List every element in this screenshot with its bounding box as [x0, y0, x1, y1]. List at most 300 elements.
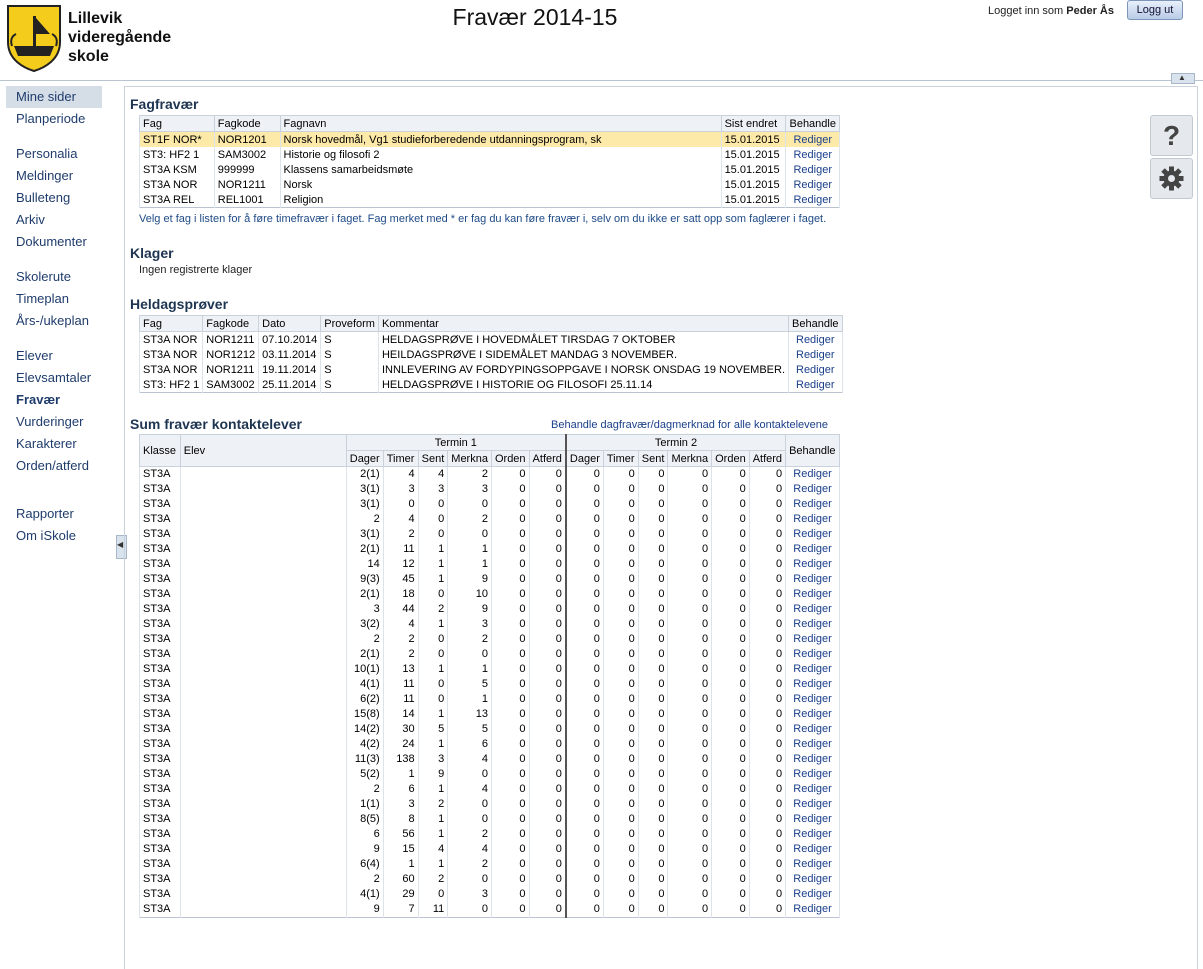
klasse-cell: ST3A: [140, 797, 181, 812]
column-header: Kommentar: [378, 316, 788, 332]
termin2-cell: 0: [566, 527, 603, 542]
termin1-cell: 8: [383, 812, 418, 827]
termin2-cell: 0: [638, 632, 668, 647]
subcolumn-header: Timer: [383, 451, 418, 467]
termin1-cell: 0: [491, 857, 529, 872]
rediger-link[interactable]: Rediger: [786, 707, 840, 722]
termin1-cell: 2: [448, 857, 492, 872]
termin2-cell: 0: [712, 632, 750, 647]
termin2-cell: 0: [712, 647, 750, 662]
sidebar-item-vurderinger[interactable]: Vurderinger: [16, 414, 84, 429]
termin2-cell: 0: [638, 662, 668, 677]
table-row: [140, 512, 840, 527]
termin2-cell: 0: [566, 482, 603, 497]
termin1-cell: 14(2): [346, 722, 383, 737]
rediger-link[interactable]: Rediger: [786, 572, 840, 587]
termin1-cell: 1: [418, 572, 448, 587]
termin1-cell: 4(1): [346, 887, 383, 902]
termin1-cell: 0: [491, 587, 529, 602]
termin2-cell: 0: [668, 587, 712, 602]
table-row: [140, 482, 840, 497]
table-row: [140, 602, 840, 617]
termin1-cell: 3: [418, 752, 448, 767]
rediger-link[interactable]: Rediger: [786, 752, 840, 767]
table-row: [140, 332, 843, 348]
help-button[interactable]: [1150, 115, 1193, 156]
table-row[interactable]: [140, 147, 840, 162]
table-cell: 15.01.2015: [721, 192, 786, 208]
termin2-cell: 0: [603, 497, 638, 512]
elev-cell: [180, 542, 346, 557]
termin1-cell: 138: [383, 752, 418, 767]
sidebar-item-fravaer[interactable]: Fravær: [16, 392, 61, 407]
termin2-cell: 0: [668, 527, 712, 542]
rediger-link[interactable]: Rediger: [786, 162, 840, 177]
termin1-cell: 0: [491, 887, 529, 902]
termin1-cell: 0: [418, 497, 448, 512]
termin2-cell: 0: [603, 617, 638, 632]
termin2-cell: 0: [668, 887, 712, 902]
table-cell: HELDAGSPRØVE I HOVEDMÅLET TIRSDAG 7 OKTOBER: [378, 332, 788, 348]
rediger-link[interactable]: Rediger: [786, 887, 840, 902]
rediger-link[interactable]: Rediger: [786, 872, 840, 887]
termin2-cell: 0: [603, 482, 638, 497]
termin2-cell: 0: [668, 497, 712, 512]
termin2-cell: 0: [603, 677, 638, 692]
termin2-cell: 0: [566, 782, 603, 797]
table-row[interactable]: [140, 132, 840, 148]
column-header: Sist endret: [721, 116, 786, 132]
termin2-cell: 0: [668, 512, 712, 527]
termin1-cell: 0: [529, 482, 566, 497]
elev-cell: [180, 752, 346, 767]
sidebar-item-elever[interactable]: Elever: [16, 348, 53, 363]
termin2-cell: 0: [749, 572, 785, 587]
column-header: Klasse: [140, 435, 181, 467]
termin2-cell: 0: [668, 467, 712, 483]
termin1-cell: 0: [491, 497, 529, 512]
termin1-cell: 11: [418, 902, 448, 918]
termin1-cell: 0: [529, 542, 566, 557]
termin1-cell: 4: [383, 617, 418, 632]
rediger-link[interactable]: Rediger: [786, 467, 840, 483]
elev-cell: [180, 827, 346, 842]
table-row: [140, 902, 840, 918]
termin1-cell: 3: [346, 602, 383, 617]
termin1-cell: 9(3): [346, 572, 383, 587]
rediger-link[interactable]: Rediger: [786, 737, 840, 752]
rediger-link[interactable]: Rediger: [789, 332, 843, 348]
termin2-cell: 0: [668, 902, 712, 918]
rediger-link[interactable]: Rediger: [786, 842, 840, 857]
table-row: [140, 347, 843, 362]
section-title-heldagsprover: Heldagsprøver: [130, 296, 229, 312]
rediger-link[interactable]: Rediger: [786, 497, 840, 512]
termin1-cell: 11(3): [346, 752, 383, 767]
table-row: [140, 812, 840, 827]
termin1-cell: 0: [448, 647, 492, 662]
termin1-cell: 0: [491, 647, 529, 662]
termin2-cell: 0: [712, 677, 750, 692]
sidebar-item-personalia[interactable]: Personalia: [16, 146, 78, 161]
termin1-cell: 4: [383, 512, 418, 527]
subcolumn-header: Orden: [712, 451, 750, 467]
sidebar-item-ars-ukeplan[interactable]: Års-/ukeplan: [16, 313, 89, 328]
termin1-cell: 6: [346, 827, 383, 842]
termin1-cell: 4(2): [346, 737, 383, 752]
termin1-cell: 4: [418, 467, 448, 483]
table-cell: 15.01.2015: [721, 147, 786, 162]
rediger-link[interactable]: Rediger: [786, 902, 840, 918]
termin1-cell: 4: [448, 752, 492, 767]
termin1-cell: 0: [529, 647, 566, 662]
termin2-header: Termin 2: [566, 435, 786, 451]
logout-button[interactable]: Logg ut: [1127, 0, 1183, 20]
sidebar-item-dokumenter[interactable]: Dokumenter: [16, 234, 87, 249]
termin1-cell: 0: [491, 812, 529, 827]
collapse-header-button[interactable]: [1171, 73, 1195, 84]
termin1-cell: 0: [491, 467, 529, 483]
column-header: Dato: [259, 316, 321, 332]
rediger-link[interactable]: Rediger: [786, 192, 840, 208]
termin2-cell: 0: [668, 632, 712, 647]
termin2-cell: 0: [603, 647, 638, 662]
termin1-cell: 0: [529, 752, 566, 767]
table-cell: 15.01.2015: [721, 132, 786, 148]
termin1-cell: 0: [491, 602, 529, 617]
termin1-cell: 0: [529, 767, 566, 782]
termin1-cell: 5: [448, 677, 492, 692]
rediger-link[interactable]: Rediger: [786, 647, 840, 662]
table-header-row: [140, 116, 840, 132]
klasse-cell: ST3A: [140, 527, 181, 542]
sidebar-item-planperiode[interactable]: Planperiode: [16, 111, 86, 126]
klasse-cell: ST3A: [140, 857, 181, 872]
elev-cell: [180, 812, 346, 827]
termin2-cell: 0: [566, 737, 603, 752]
table-cell: 19.11.2014: [259, 362, 321, 377]
termin1-cell: 2: [448, 827, 492, 842]
elev-cell: [180, 677, 346, 692]
termin1-cell: 9: [448, 602, 492, 617]
termin1-cell: 0: [529, 707, 566, 722]
settings-button[interactable]: [1150, 158, 1193, 199]
rediger-link[interactable]: Rediger: [786, 827, 840, 842]
rediger-link[interactable]: Rediger: [786, 617, 840, 632]
termin2-cell: 0: [668, 767, 712, 782]
table-row: [140, 827, 840, 842]
elev-cell: [180, 857, 346, 872]
termin1-cell: 0: [491, 572, 529, 587]
rediger-link[interactable]: Rediger: [786, 512, 840, 527]
rediger-link[interactable]: Rediger: [786, 812, 840, 827]
termin1-cell: 15(8): [346, 707, 383, 722]
termin2-cell: 0: [603, 767, 638, 782]
termin2-cell: 0: [712, 767, 750, 782]
termin2-cell: 0: [668, 782, 712, 797]
rediger-link[interactable]: Rediger: [789, 347, 843, 362]
table-row: [140, 377, 843, 393]
termin2-cell: 0: [638, 467, 668, 483]
column-header: Behandle: [789, 316, 843, 332]
elev-cell: [180, 527, 346, 542]
table-cell: NOR1212: [203, 347, 259, 362]
termin1-cell: 9: [346, 902, 383, 918]
termin2-cell: 0: [603, 737, 638, 752]
termin1-cell: 1: [418, 707, 448, 722]
rediger-link[interactable]: Rediger: [786, 132, 840, 148]
termin2-cell: 0: [566, 512, 603, 527]
rediger-link[interactable]: Rediger: [789, 377, 843, 393]
termin1-cell: 11: [383, 677, 418, 692]
subcolumn-header: Merkna: [448, 451, 492, 467]
termin1-cell: 1: [383, 767, 418, 782]
termin1-cell: 0: [491, 527, 529, 542]
termin2-cell: 0: [603, 812, 638, 827]
termin2-cell: 0: [749, 512, 785, 527]
termin1-cell: 12: [383, 557, 418, 572]
termin2-cell: 0: [638, 617, 668, 632]
termin2-cell: 0: [668, 812, 712, 827]
termin1-cell: 3: [418, 482, 448, 497]
termin2-cell: 0: [749, 617, 785, 632]
termin1-cell: 2: [383, 647, 418, 662]
elev-cell: [180, 587, 346, 602]
table-cell: HEILDAGSPRØVE I SIDEMÅLET MANDAG 3 NOVEMBER.: [378, 347, 788, 362]
rediger-link[interactable]: Rediger: [786, 542, 840, 557]
subcolumn-header: Sent: [418, 451, 448, 467]
elev-cell: [180, 872, 346, 887]
termin1-cell: 0: [529, 782, 566, 797]
sidebar-item-skolerute[interactable]: Skolerute: [16, 269, 71, 284]
termin2-cell: 0: [603, 902, 638, 918]
sidebar-item-bulleteng[interactable]: Bulleteng: [16, 190, 71, 205]
table-cell: Historie og filosofi 2: [280, 147, 721, 162]
rediger-link[interactable]: Rediger: [789, 362, 843, 377]
table-cell: ST3: HF2 1: [140, 147, 215, 162]
termin1-cell: 0: [529, 692, 566, 707]
termin1-cell: 4: [383, 467, 418, 483]
rediger-link[interactable]: Rediger: [786, 797, 840, 812]
section-title-sum-fravaer: Sum fravær kontaktelever: [130, 416, 302, 432]
termin2-cell: 0: [668, 842, 712, 857]
sidebar-item-elevsamtaler[interactable]: Elevsamtaler: [16, 370, 92, 385]
klasse-cell: ST3A: [140, 902, 181, 918]
klasse-cell: ST3A: [140, 812, 181, 827]
termin1-cell: 3(1): [346, 482, 383, 497]
klasse-cell: ST3A: [140, 602, 181, 617]
subcolumn-header: Orden: [491, 451, 529, 467]
rediger-link[interactable]: Rediger: [786, 482, 840, 497]
termin2-cell: 0: [566, 677, 603, 692]
termin1-cell: 11: [383, 542, 418, 557]
sidebar-item-timeplan[interactable]: Timeplan: [16, 291, 69, 306]
rediger-link[interactable]: Rediger: [786, 632, 840, 647]
termin1-cell: 8(5): [346, 812, 383, 827]
elev-cell: [180, 632, 346, 647]
section-title-fagfravaer: Fagfravær: [130, 96, 199, 112]
elev-cell: [180, 602, 346, 617]
rediger-link[interactable]: Rediger: [786, 767, 840, 782]
termin1-cell: 0: [491, 782, 529, 797]
table-row[interactable]: [140, 177, 840, 192]
termin1-cell: 2: [448, 632, 492, 647]
chevron-left-icon: ◀: [117, 540, 124, 549]
table-row[interactable]: [140, 162, 840, 177]
elev-cell: [180, 557, 346, 572]
termin2-cell: 0: [712, 587, 750, 602]
table-cell: S: [321, 362, 379, 377]
termin2-cell: 0: [638, 857, 668, 872]
rediger-link[interactable]: Rediger: [786, 557, 840, 572]
table-header-row: [140, 316, 843, 332]
rediger-link[interactable]: Rediger: [786, 147, 840, 162]
termin2-cell: 0: [712, 827, 750, 842]
termin2-cell: 0: [638, 512, 668, 527]
table-cell: 25.11.2014: [259, 377, 321, 393]
rediger-link[interactable]: Rediger: [786, 857, 840, 872]
termin1-cell: 1: [418, 662, 448, 677]
termin2-cell: 0: [668, 662, 712, 677]
table-row: [140, 467, 840, 483]
table-row: [140, 662, 840, 677]
table-cell: NOR1211: [203, 332, 259, 348]
behandle-dagfravaer-link[interactable]: Behandle dagfravær/dagmerknad for alle kontaktelevene: [551, 419, 829, 431]
termin2-cell: 0: [668, 737, 712, 752]
user-name: Peder Ås: [1066, 5, 1114, 17]
sidebar-item-om-iskole[interactable]: Om iSkole: [16, 528, 76, 543]
column-header: Behandle: [786, 116, 840, 132]
rediger-link[interactable]: Rediger: [786, 177, 840, 192]
termin1-cell: 6(2): [346, 692, 383, 707]
termin1-cell: 1: [448, 692, 492, 707]
termin2-cell: 0: [712, 512, 750, 527]
termin1-cell: 2: [346, 632, 383, 647]
termin1-cell: 29: [383, 887, 418, 902]
termin2-cell: 0: [638, 797, 668, 812]
termin1-cell: 0: [491, 902, 529, 918]
termin2-cell: 0: [712, 902, 750, 918]
sidebar-item-arkiv[interactable]: Arkiv: [16, 212, 45, 227]
termin1-cell: 0: [448, 797, 492, 812]
header: [0, 0, 1203, 81]
elev-cell: [180, 482, 346, 497]
termin1-cell: 0: [418, 887, 448, 902]
termin2-cell: 0: [712, 737, 750, 752]
sidebar-item-rapporter[interactable]: Rapporter: [16, 506, 74, 521]
termin1-cell: 0: [529, 827, 566, 842]
termin1-cell: 0: [529, 812, 566, 827]
termin1-cell: 3(2): [346, 617, 383, 632]
termin1-cell: 7: [383, 902, 418, 918]
sidebar-item-mine-sider[interactable]: Mine sider: [6, 86, 102, 108]
elev-cell: [180, 782, 346, 797]
rediger-link[interactable]: Rediger: [786, 602, 840, 617]
rediger-link[interactable]: Rediger: [786, 782, 840, 797]
klasse-cell: ST3A: [140, 737, 181, 752]
termin1-cell: 3(1): [346, 527, 383, 542]
rediger-link[interactable]: Rediger: [786, 722, 840, 737]
termin2-cell: 0: [638, 812, 668, 827]
rediger-link[interactable]: Rediger: [786, 662, 840, 677]
termin2-cell: 0: [566, 902, 603, 918]
termin2-cell: 0: [749, 482, 785, 497]
heldagsprover-table: [139, 315, 843, 393]
termin1-cell: 11: [383, 692, 418, 707]
termin2-cell: 0: [712, 722, 750, 737]
termin2-cell: 0: [638, 527, 668, 542]
termin2-cell: 0: [712, 752, 750, 767]
termin2-cell: 0: [638, 707, 668, 722]
page-title: Fravær 2014-15: [452, 4, 618, 30]
termin2-cell: 0: [603, 587, 638, 602]
termin2-cell: 0: [668, 602, 712, 617]
termin1-cell: 0: [448, 872, 492, 887]
sidebar-item-meldinger[interactable]: Meldinger: [16, 168, 74, 183]
elev-cell: [180, 512, 346, 527]
klasse-cell: ST3A: [140, 587, 181, 602]
termin2-cell: 0: [712, 842, 750, 857]
elev-cell: [180, 902, 346, 918]
table-row: [140, 887, 840, 902]
termin1-cell: 0: [491, 737, 529, 752]
termin2-cell: 0: [712, 812, 750, 827]
termin1-cell: 2: [448, 467, 492, 483]
termin2-cell: 0: [603, 887, 638, 902]
klasse-cell: ST3A: [140, 647, 181, 662]
termin1-cell: 18: [383, 587, 418, 602]
rediger-link[interactable]: Rediger: [786, 527, 840, 542]
klasse-cell: ST3A: [140, 872, 181, 887]
termin2-cell: 0: [749, 527, 785, 542]
termin1-cell: 0: [529, 872, 566, 887]
table-row: [140, 722, 840, 737]
termin1-cell: 2(1): [346, 467, 383, 483]
termin2-cell: 0: [638, 557, 668, 572]
elev-cell: [180, 737, 346, 752]
termin2-cell: 0: [566, 842, 603, 857]
table-cell: INNLEVERING AV FORDYPINGSOPPGAVE I NORSK ONSDAG 19 NOVEMBER.: [378, 362, 788, 377]
termin1-cell: 2: [448, 512, 492, 527]
table-row[interactable]: [140, 192, 840, 208]
rediger-link[interactable]: Rediger: [786, 587, 840, 602]
elev-cell: [180, 692, 346, 707]
table-row: [140, 797, 840, 812]
termin1-cell: 0: [491, 692, 529, 707]
subcolumn-header: Atferd: [529, 451, 566, 467]
termin1-cell: 0: [529, 527, 566, 542]
termin2-cell: 0: [712, 497, 750, 512]
rediger-link[interactable]: Rediger: [786, 692, 840, 707]
sidebar-item-orden-atferd[interactable]: Orden/atferd: [16, 458, 89, 473]
termin2-cell: 0: [638, 827, 668, 842]
table-cell: NOR1211: [214, 177, 280, 192]
termin1-cell: 0: [491, 842, 529, 857]
termin1-cell: 2(1): [346, 587, 383, 602]
termin2-cell: 0: [638, 602, 668, 617]
termin1-cell: 0: [529, 842, 566, 857]
termin2-cell: 0: [749, 752, 785, 767]
termin2-cell: 0: [566, 722, 603, 737]
termin1-header: Termin 1: [346, 435, 566, 451]
elev-cell: [180, 722, 346, 737]
rediger-link[interactable]: Rediger: [786, 677, 840, 692]
column-header: Fag: [140, 316, 203, 332]
termin1-cell: 6: [448, 737, 492, 752]
table-row: [140, 497, 840, 512]
termin2-cell: 0: [712, 707, 750, 722]
sidebar-item-karakterer[interactable]: Karakterer: [16, 436, 77, 451]
